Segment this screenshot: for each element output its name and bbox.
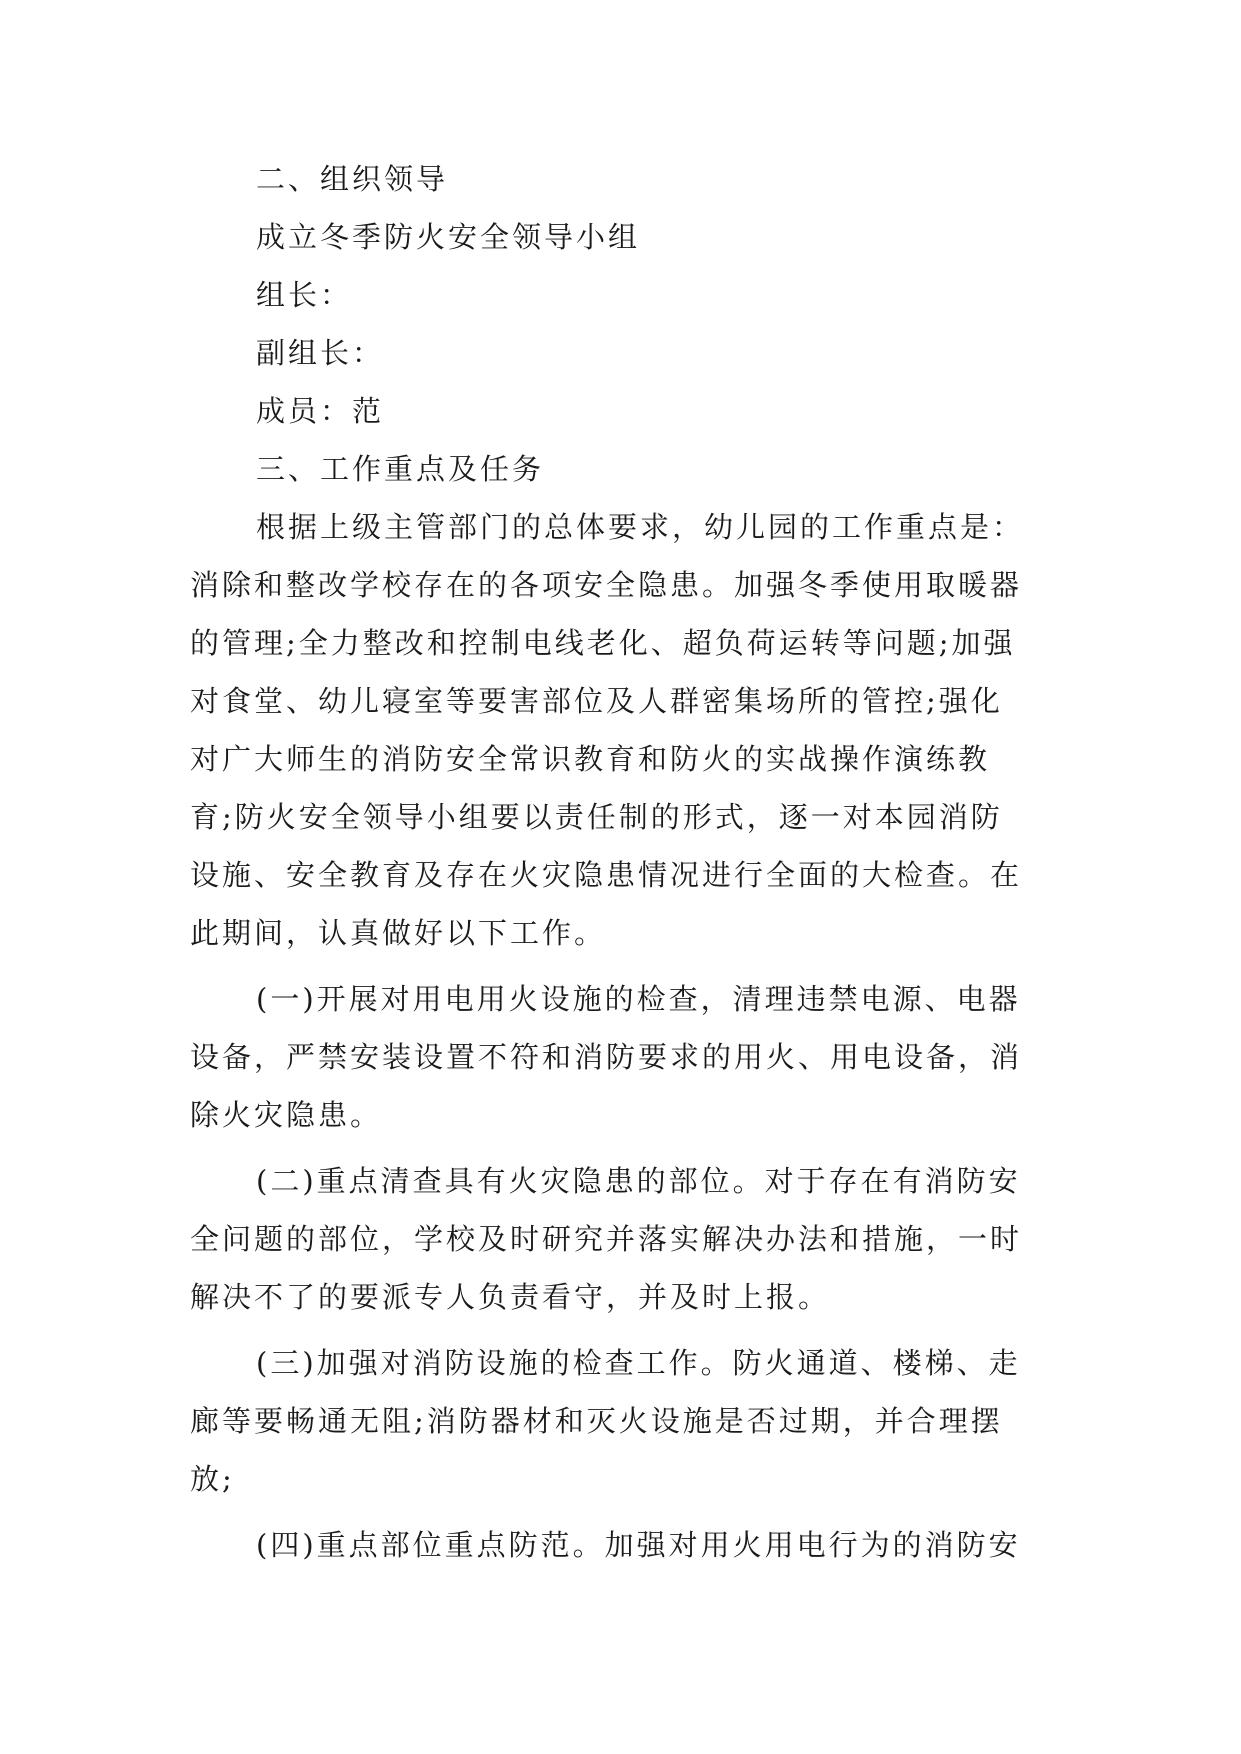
deputy-leader-line: 副组长： (256, 336, 385, 370)
main-paragraph (190, 498, 1052, 962)
paragraph-line: 育;防火安全领导小组要以责任制的形式，逐一对本园消防 (190, 800, 1003, 834)
leader-line: 组长： (256, 278, 353, 312)
section-heading-tasks: 三、工作重点及任务 (256, 452, 545, 486)
paragraph-line: 设备，严禁安装设置不符和消防要求的用火、用电设备，消 (190, 1040, 1023, 1074)
paragraph-line: 对食堂、幼儿寝室等要害部位及人群密集场所的管控;强化 (190, 684, 1003, 718)
paragraph-line: (二)重点清查具有火灾隐患的部位。对于存在有消防安 (256, 1164, 1021, 1198)
paragraph-line: (三)加强对消防设施的检查工作。防火通道、楼梯、走 (256, 1346, 1021, 1380)
item-four-paragraph (190, 1516, 1052, 1574)
paragraph-line: 消除和整改学校存在的各项安全隐患。加强冬季使用取暖器 (190, 568, 1023, 602)
item-one-paragraph (190, 970, 1052, 1144)
group-established-line: 成立冬季防火安全领导小组 (256, 220, 641, 254)
paragraph-line: 放; (190, 1462, 235, 1496)
section-heading-organization: 二、组织领导 (256, 162, 449, 196)
item-three-paragraph (190, 1334, 1052, 1508)
paragraph-line: 此期间，认真做好以下工作。 (190, 916, 607, 950)
paragraph-line: 设施、安全教育及存在火灾隐患情况进行全面的大检查。在 (190, 858, 1023, 892)
paragraph-line: 根据上级主管部门的总体要求，幼儿园的工作重点是： (256, 510, 1025, 544)
paragraph-line: (四)重点部位重点防范。加强对用火用电行为的消防安 (256, 1528, 1021, 1562)
paragraph-line: 解决不了的要派专人负责看守，并及时上报。 (190, 1280, 831, 1314)
item-two-paragraph (190, 1152, 1052, 1326)
members-line: 成员：范 (256, 394, 385, 428)
paragraph-line: 的管理;全力整改和控制电线老化、超负荷运转等问题;加强 (190, 626, 1016, 660)
paragraph-gap (190, 1144, 1052, 1152)
document-body (190, 150, 1052, 1574)
paragraph-line: 廊等要畅通无阻;消防器材和灭火设施是否过期，并合理摆 (190, 1404, 1003, 1438)
paragraph-line: 全问题的部位，学校及时研究并落实解决办法和措施，一时 (190, 1222, 1023, 1256)
paragraph-line: (一)开展对用电用火设施的检查，清理违禁电源、电器 (256, 982, 1021, 1016)
paragraph-gap (190, 1326, 1052, 1334)
paragraph-line: 对广大师生的消防安全常识教育和防火的实战操作演练教 (190, 742, 991, 776)
paragraph-line: 除火灾隐患。 (190, 1098, 383, 1132)
paragraph-gap (190, 1508, 1052, 1516)
paragraph-gap (190, 962, 1052, 970)
